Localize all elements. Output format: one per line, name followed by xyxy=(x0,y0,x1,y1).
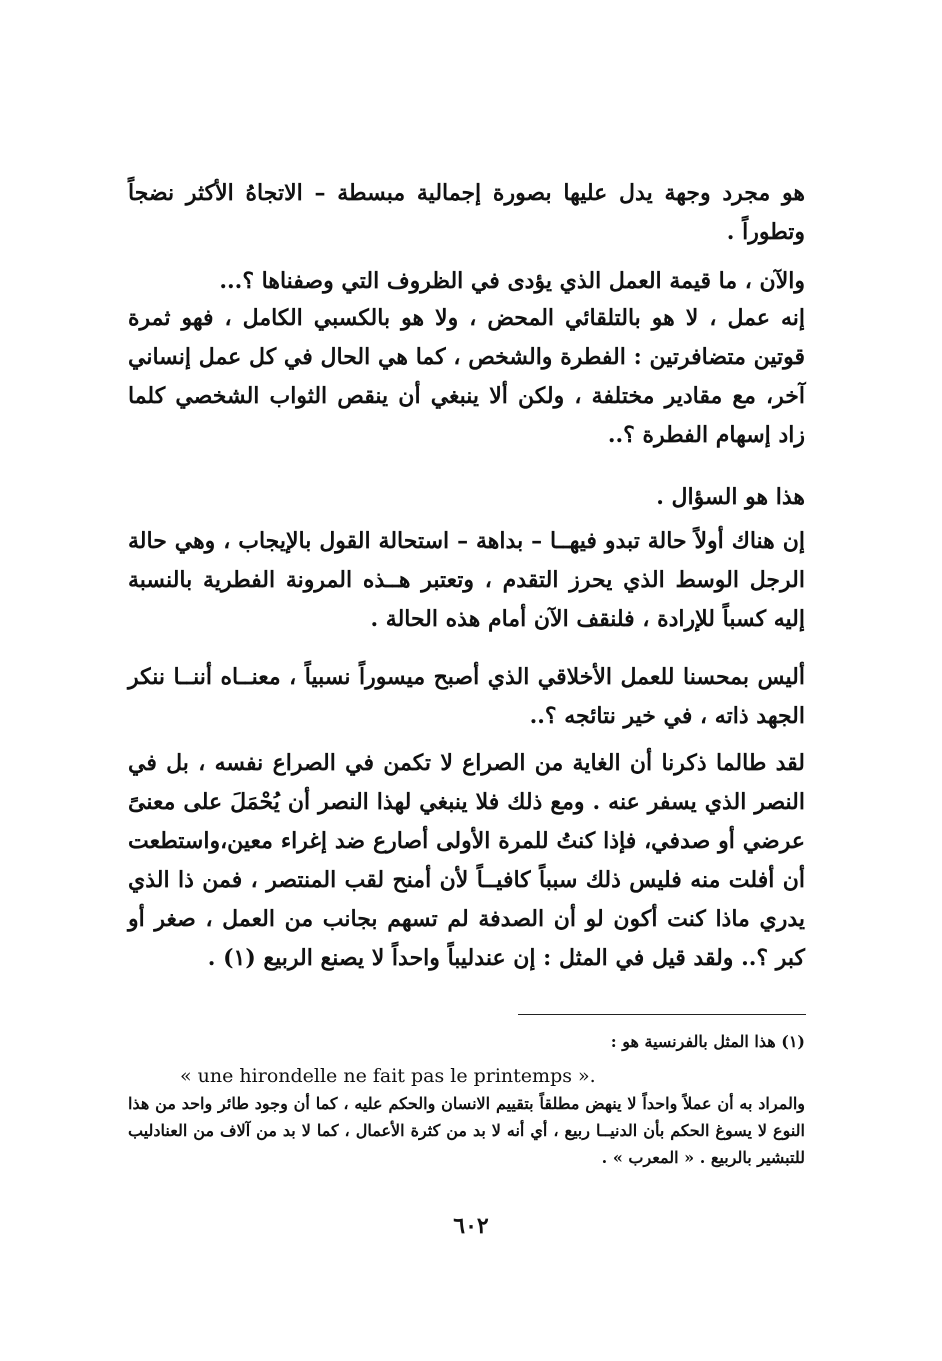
paragraph-1: هو مجرد وجهة يدل عليها بصورة إجمالية مبسطة – الاتجاهُ الأكثر نضجاً وتطوراً . xyxy=(128,180,805,245)
paragraph-6: أليس بمحسنا للعمل الأخلاقي الذي أصبح ميسوراً نسبياً ، معنــاه أننــا ننكر الجهد ذاته ، في خير نتائجه ؟.. xyxy=(128,664,805,729)
footnote-explanation: والمراد به أن عملاً واحداً لا ينهض مطلقاً بتقييم الانسان والحكم عليه ، كما أن وجود طائر واحد من هذا النوع لا يسوغ الحكم بأن الدنيــا ربيع ، أي أنه لا بد من كثرة الأعمال ، كما لا بد من آلاف من العنادليب للتبشير بالربيع . « المعرب » . xyxy=(128,1094,805,1167)
footnote-divider xyxy=(518,1014,806,1015)
page-number: ٦٠٢ xyxy=(453,1213,489,1239)
paragraph-5: إن هناك أولاً حالة تبدو فيهــا – بداهة – استحالة القول بالإيجاب ، وهي حالة الرجل الوسط الذي يحرز التقدم ، وتعتبر هــذه المرونة الفطرية بالنسبة إليه كسباً للإرادة ، فلنقف الآن أمام هذه الحالة . xyxy=(128,528,805,632)
paragraph-2: والآن ، ما قيمة العمل الذي يؤدى في الظروف التي وصفناها ؟... xyxy=(219,268,805,294)
footnote-intro: (١) هذا المثل بالفرنسية هو : xyxy=(610,1032,805,1051)
paragraph-4: هذا هو السؤال . xyxy=(656,484,805,510)
footnote-french-quote: « une hirondelle ne fait pas le printemps ». xyxy=(180,1065,596,1087)
paragraph-3: إنه عمل ، لا هو بالتلقائي المحض ، ولا هو بالكسبي الكامل ، فهو ثمرة قوتين متضافرتين : الفطرة والشخص ، كما هي الحال في كل عمل إنساني آخر، مع مقادير مختلفة ، ولكن ألا ينبغي أن ينقص الثواب الشخصي كلما زاد إسهام الفطرة ؟.. xyxy=(128,305,805,448)
paragraph-7: لقد طالما ذكرنا أن الغاية من الصراع لا تكمن في الصراع نفسه ، بل في النصر الذي يسفر عنه . ومع ذلك فلا ينبغي لهذا النصر أن يُحْمَلَ على معنىً عرضي أو صدفي، فإذا كنتُ للمرة الأولى أصارع ضد إغراء معين،واستطعت أن أفلت منه فليس ذلك سبباً كافيــاً لأن أمنح لقب المنتصر ، فمن ذا الذي يدري ماذا كنت أكون لو أن الصدفة لم تسهم بجانب من العمل ، صغر أو كبر ؟.. ولقد قيل في المثل : إن عندليباً واحداً لا يصنع الربيع (١) . xyxy=(128,750,805,971)
